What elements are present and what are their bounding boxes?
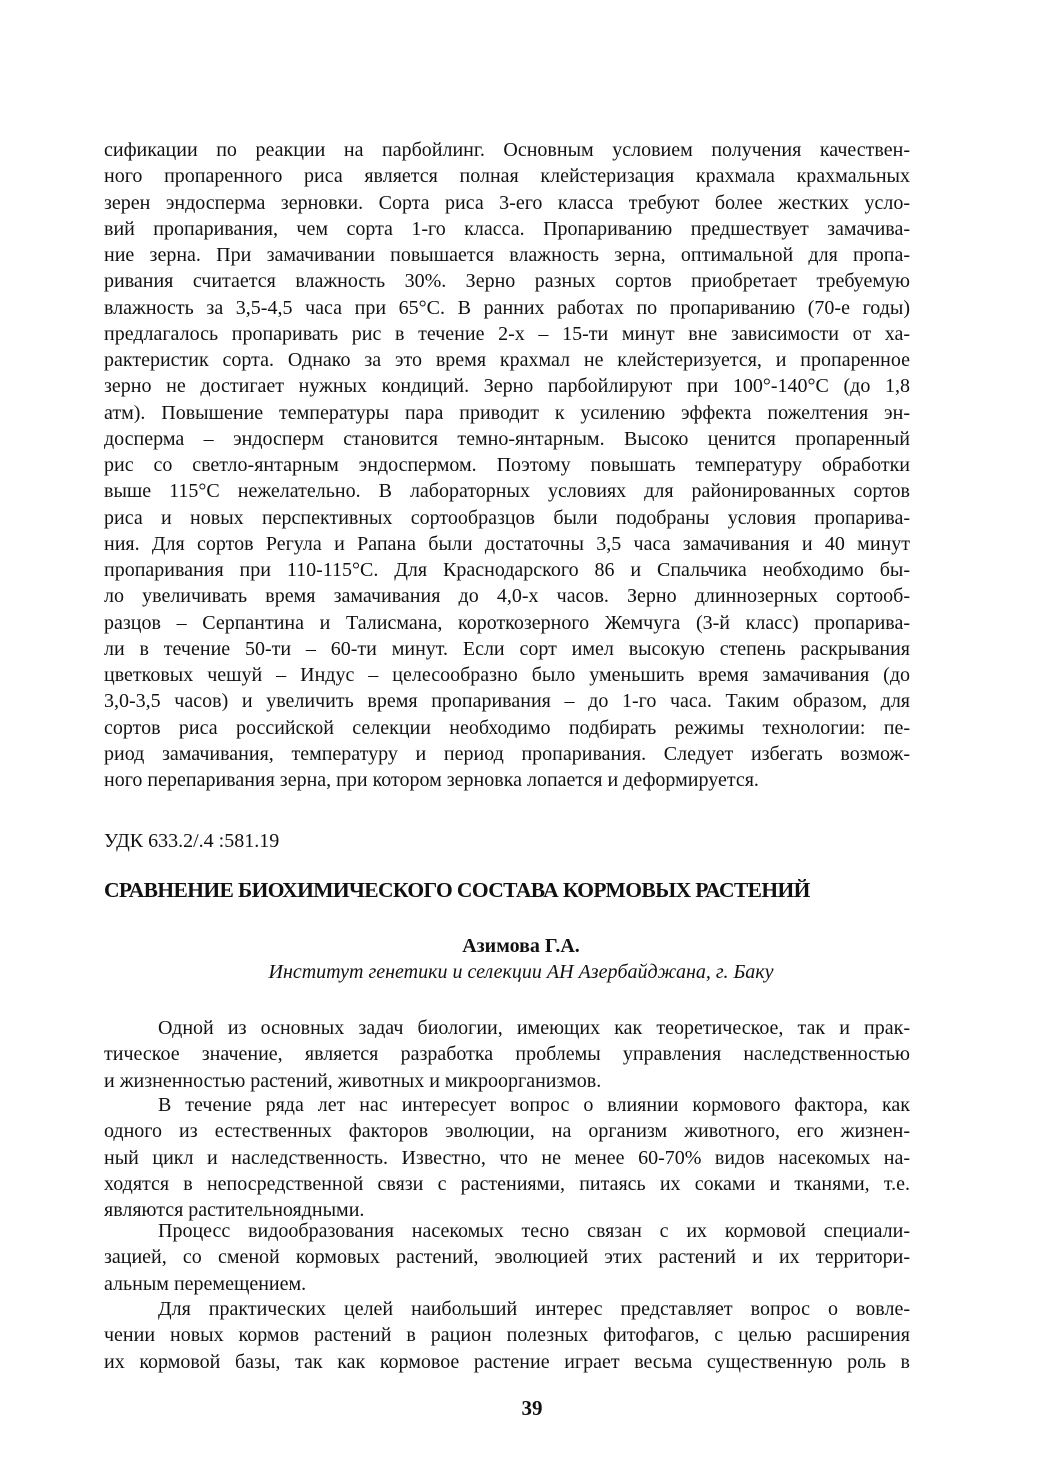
text-line: Процесс видообразования насекомых тесно связан с их кормовой специали-: [158, 1220, 910, 1242]
text-line: влажность за 3,5-4,5 часа при 65°С. В ранних работах по пропариванию (70-е годы): [104, 296, 910, 319]
text-line: выше 115°С нежелательно. В лабораторных условиях для районированных сортов: [104, 480, 910, 503]
article-paragraph: [104, 1015, 910, 1094]
text-line: и жизненностью растений, животных и микроорганизмов.: [104, 1069, 602, 1092]
text-line: рис со светло-янтарным эндоспермом. Поэтому повышать температуру обработки: [104, 454, 910, 476]
text-line: В течение ряда лет нас интересует вопрос о влиянии кормового фактора, как: [158, 1094, 910, 1116]
continued-paragraph: [104, 137, 910, 793]
text-line: альным перемещением.: [104, 1272, 307, 1295]
text-line: ли в течение 50-ти – 60-ти минут. Если сорт имел высокую степень раскрывания: [104, 637, 910, 660]
article-paragraph: [104, 1092, 910, 1223]
text-line: риод замачивания, температуру и период пропаривания. Следует избегать возмож-: [104, 742, 910, 765]
text-line: пропаривания при 110-115°С. Для Краснодарского 86 и Спальчика необходимо бы-: [104, 559, 910, 581]
text-line: Одной из основных задач биологии, имеющих как теоретическое, так и прак-: [158, 1017, 910, 1039]
page-number: 39: [521, 1396, 543, 1420]
text-line: ного пропаренного риса является полная клейстеризация крахмала крахмальных: [104, 165, 910, 188]
author-affiliation: Институт генетики и селекции АН Азербайджана, г. Баку: [268, 961, 774, 983]
author-name: Азимова Г.А.: [462, 935, 580, 957]
text-line: чении новых кормов растений в рацион полезных фитофагов, с целью расширения: [104, 1324, 910, 1347]
text-line: являются растительноядными.: [104, 1199, 365, 1221]
text-line: цветковых чешуй – Индус – целесообразно было уменьшить время замачивания (до: [104, 664, 910, 686]
text-line: ный цикл и наследственность. Известно, что не менее 60-70% видов насекомых на-: [104, 1146, 910, 1169]
text-line: одного из естественных факторов эволюции, на организм животного, его жизнен-: [104, 1120, 910, 1143]
text-line: разцов – Серпантина и Талисмана, короткозерного Жемчуга (3-й класс) пропарива-: [104, 611, 910, 634]
text-line: зерен эндосперма зерновки. Сорта риса 3-его класса требуют более жестких усло-: [104, 191, 910, 214]
article-paragraph: [104, 1296, 910, 1375]
text-line: сортов риса российской селекции необходимо подбирать режимы технологии: пе-: [104, 716, 910, 739]
text-line: тическое значение, является разработка проблемы управления наследственностью: [104, 1043, 910, 1066]
text-line: рактеристик сорта. Однако за это время крахмал не клейстеризуется, и пропаренное: [104, 349, 910, 371]
text-line: Для практических целей наибольший интерес представляет вопрос о вовле-: [158, 1298, 910, 1320]
text-line: риса и новых перспективных сортообразцов были подобраны условия пропарива-: [104, 506, 910, 529]
text-line: вий пропаривания, чем сорта 1-го класса. Пропариванию предшествует замачива-: [104, 217, 910, 240]
article-title: СРАВНЕНИЕ БИОХИМИЧЕСКОГО СОСТАВА КОРМОВЫХ РАСТЕНИЙ: [104, 878, 810, 902]
article-paragraph: [104, 1218, 910, 1297]
text-line: зерно не достигает нужных кондиций. Зерно парбойлируют при 100°-140°С (до 1,8: [104, 375, 910, 398]
text-line: их кормовой базы, так как кормовое растение играет весьма существенную роль в: [104, 1350, 910, 1373]
text-line: 3,0-3,5 часов) и увеличить время пропаривания – до 1-го часа. Таким образом, для: [104, 690, 910, 713]
text-line: досперма – эндосперм становится темно-янтарным. Высоко ценится пропаренный: [104, 427, 910, 450]
text-line: ния. Для сортов Регула и Рапана были достаточны 3,5 часа замачивания и 40 минут: [104, 532, 910, 555]
text-line: ривания считается влажность 30%. Зерно разных сортов приобретает требуемую: [104, 270, 910, 293]
text-line: ние зерна. При замачивании повышается влажность зерна, оптимальной для пропа-: [104, 244, 910, 266]
text-line: предлагалось пропаривать рис в течение 2-х – 15-ти минут вне зависимости от ха-: [104, 322, 910, 345]
text-line: ло увеличивать время замачивания до 4,0-х часов. Зерно длиннозерных сортооб-: [104, 585, 910, 608]
text-line: атм). Повышение температуры пара приводит к усилению эффекта пожелтения эн-: [104, 401, 910, 424]
udk-code: УДК 633.2/.4 :581.19: [104, 830, 280, 852]
text-line: ходятся в непосредственной связи с растениями, питаясь их соками и тканями, т.е.: [104, 1172, 910, 1195]
text-line: ного перепаривания зерна, при котором зерновка лопается и деформируется.: [104, 769, 759, 791]
text-line: сификации по реакции на парбойлинг. Основным условием получения качествен-: [104, 139, 910, 161]
text-line: зацией, со сменой кормовых растений, эволюцией этих растений и их территори-: [104, 1246, 910, 1269]
